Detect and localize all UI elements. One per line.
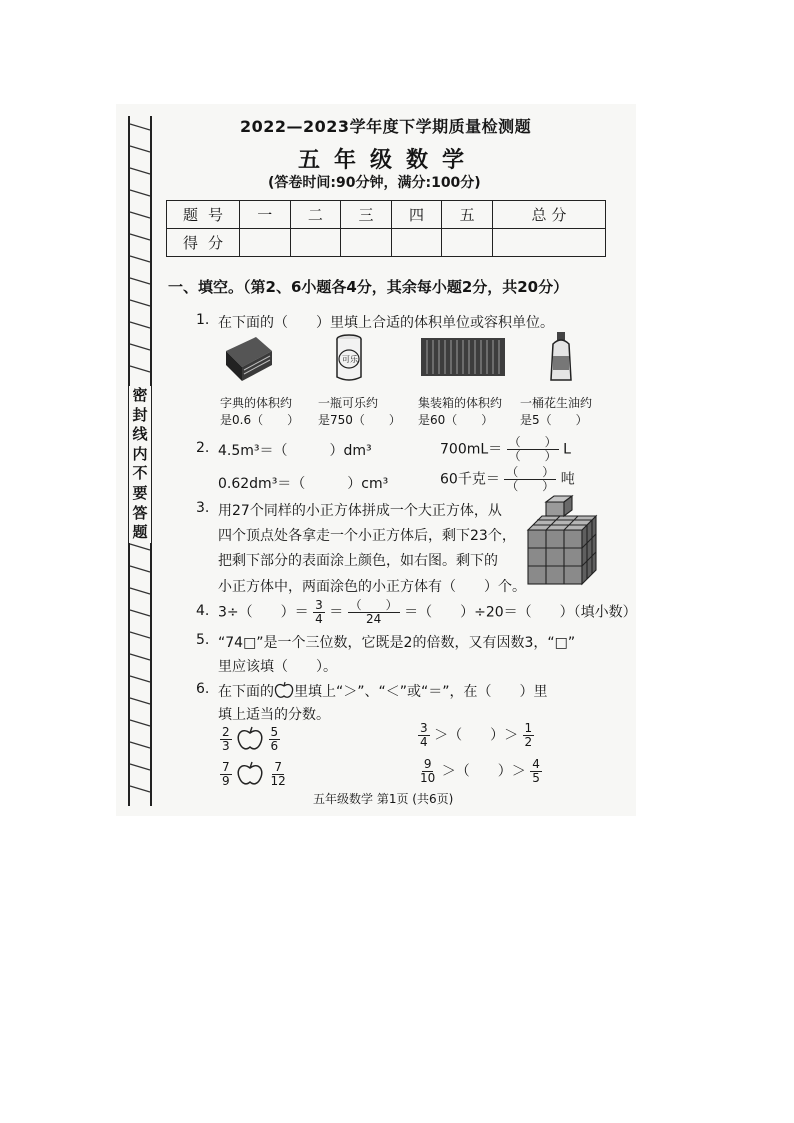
section-heading: 一、填空。（第2、6小题各4分，其余每小题2分，共20分） <box>168 278 569 296</box>
fraction <box>523 722 535 749</box>
q4-fraction-1 <box>313 599 325 626</box>
fraction-denominator: 10 <box>420 771 436 785</box>
seal-char: 密 <box>132 386 148 404</box>
fraction <box>269 726 281 753</box>
q4-part2: ＝ <box>329 604 344 621</box>
q6-range-item <box>418 722 534 749</box>
q6-line <box>218 681 548 701</box>
seal-char: 线 <box>132 425 148 444</box>
q5-line: 里应该填（ ）。 <box>218 659 337 675</box>
q3-line: 四个顶点处各拿走一个小正方体后，剩下23个， <box>218 528 516 544</box>
q5-line: “74□”是一个三位数，它既是2的倍数，又有因数3，“□” <box>218 635 576 651</box>
q6-compare-item <box>220 760 288 788</box>
fraction-denominator: 4 <box>420 735 428 749</box>
q6-compare-item <box>220 725 280 753</box>
q1-item-line1: 集装箱的体积约 <box>418 396 503 410</box>
q6-number: 6. <box>196 681 210 697</box>
score-cell[interactable] <box>290 229 341 257</box>
q2-d-left: 60千克＝ <box>440 471 500 488</box>
col-header: 五 <box>442 201 493 229</box>
fraction-denominator: 5 <box>532 771 540 785</box>
fraction-denominator: 3 <box>222 738 230 753</box>
q2-part-a: 4.5m³＝（ ）dm³ <box>218 443 372 459</box>
score-header-row <box>167 201 606 229</box>
exam-title: 2022—2023学年度下学期质量检测题 <box>240 117 532 136</box>
q2-part-c: 0.62dm³＝（ ）cm³ <box>218 476 389 492</box>
fraction <box>530 758 542 785</box>
score-cell[interactable] <box>391 229 442 257</box>
col-header: 一 <box>240 201 291 229</box>
apple-answer-icon[interactable] <box>236 725 264 753</box>
q2-part-b <box>440 436 571 463</box>
cube-figure-icon <box>524 494 600 586</box>
seal-char: 要 <box>132 483 148 502</box>
q6-line: 填上适当的分数。 <box>218 707 330 723</box>
q4-part3: ＝（ ）÷20＝（ ）（填小数） <box>404 604 637 621</box>
q6-line1-a: 在下面的 <box>218 684 274 700</box>
fraction-denominator: 12 <box>270 773 286 788</box>
q2-d-fraction <box>504 466 556 493</box>
col-header: 四 <box>391 201 442 229</box>
fraction <box>220 761 232 788</box>
q4-equation <box>218 599 637 626</box>
score-cell[interactable] <box>240 229 291 257</box>
fraction <box>418 758 437 785</box>
seal-line-text <box>129 386 151 543</box>
fraction-numerator: （ ） <box>506 465 555 479</box>
score-cell[interactable] <box>492 229 605 257</box>
q1-item-line1: 一瓶可乐约 <box>318 396 379 410</box>
fraction-denominator: （ ） <box>506 479 555 493</box>
q1-text: 在下面的（ ）里填上合适的体积单位或容积单位。 <box>218 315 554 331</box>
q1-number: 1. <box>196 312 210 328</box>
fraction-numerator: 7 <box>274 759 282 774</box>
q2-b-unit: L <box>563 441 571 458</box>
apple-answer-icon[interactable] <box>236 760 264 788</box>
q1-item-line2: 是60（ ） <box>418 413 494 427</box>
seal-char: 内 <box>132 444 148 463</box>
q6-range-middle[interactable]: ＞（ ）＞ <box>441 763 526 780</box>
row-label-question-number: 题号 <box>167 201 240 229</box>
seal-char: 答 <box>132 503 148 522</box>
q1-item-line2: 是5（ ） <box>520 413 588 427</box>
q1-item-line1: 字典的体积约 <box>220 396 293 410</box>
seal-char: 题 <box>132 523 148 542</box>
apple-icon <box>274 681 294 699</box>
svg-text:可乐: 可乐 <box>342 355 358 364</box>
container-icon <box>420 336 506 378</box>
q3-line: 小正方体中，两面涂色的小正方体有（ ）个。 <box>218 579 526 595</box>
fraction-numerator: 7 <box>222 759 230 774</box>
fraction-numerator: 4 <box>532 757 540 771</box>
fraction <box>269 761 288 788</box>
col-header: 二 <box>290 201 341 229</box>
fraction-denominator: 2 <box>524 735 533 749</box>
q3-line: 用27个同样的小正方体拼成一个大正方体，从 <box>218 503 502 519</box>
fraction-numerator: 9 <box>423 757 432 771</box>
q1-item-line2: 是0.6（ ） <box>220 413 300 427</box>
q3-line: 把剩下部分的表面涂上颜色，如右图。剩下的 <box>218 553 498 569</box>
fraction <box>220 726 232 753</box>
q2-b-fraction <box>507 436 559 463</box>
oil-bottle-icon <box>547 330 575 384</box>
q2-part-d <box>440 466 575 493</box>
seal-char: 封 <box>132 405 148 424</box>
score-cell[interactable] <box>442 229 493 257</box>
fraction-numerator: （ ） <box>508 435 557 449</box>
dictionary-icon <box>222 333 274 383</box>
q6-line1-b: 里填上“＞”、“＜”或“＝”，在（ ）里 <box>294 684 548 700</box>
fraction-numerator: （ ） <box>349 598 398 612</box>
cola-can-icon <box>333 333 365 385</box>
subject-title: 五年级数学 <box>298 148 479 173</box>
q2-b-left: 700mL＝ <box>440 441 503 458</box>
fraction-denominator: 24 <box>366 612 382 626</box>
score-value-row <box>167 229 606 257</box>
q6-range-item <box>418 758 542 785</box>
fraction <box>418 722 430 749</box>
q6-range-middle[interactable]: ＞（ ）＞ <box>434 727 519 744</box>
q2-number: 2. <box>196 440 210 456</box>
fraction-denominator: 4 <box>315 612 323 626</box>
row-label-score: 得分 <box>167 229 240 257</box>
q4-part1: 3÷（ ）＝ <box>218 604 309 621</box>
fraction-denominator: （ ） <box>508 449 557 463</box>
fraction-denominator: 6 <box>270 738 279 753</box>
col-header: 总 分 <box>492 201 605 229</box>
fraction-numerator: 3 <box>315 598 323 612</box>
col-header: 三 <box>341 201 392 229</box>
q5-number: 5. <box>196 632 210 648</box>
fraction-numerator: 2 <box>222 724 230 739</box>
q4-number: 4. <box>196 603 210 619</box>
seal-char: 不 <box>132 464 148 483</box>
exam-info: (答卷时间:90分钟，满分:100分) <box>268 175 481 191</box>
score-cell[interactable] <box>341 229 392 257</box>
q4-fraction-2 <box>348 599 400 626</box>
fraction-numerator: 1 <box>524 721 533 735</box>
q3-number: 3. <box>196 500 210 516</box>
fraction-numerator: 5 <box>270 724 279 739</box>
q2-d-unit: 吨 <box>560 471 575 488</box>
score-table <box>166 200 606 257</box>
q1-item-line1: 一桶花生油约 <box>520 396 593 410</box>
fraction-numerator: 3 <box>420 721 428 735</box>
q1-item-line2: 是750（ ） <box>318 413 401 427</box>
page-footer: 五年级数学 第1页 (共6页) <box>313 792 454 806</box>
fraction-denominator: 9 <box>222 773 230 788</box>
